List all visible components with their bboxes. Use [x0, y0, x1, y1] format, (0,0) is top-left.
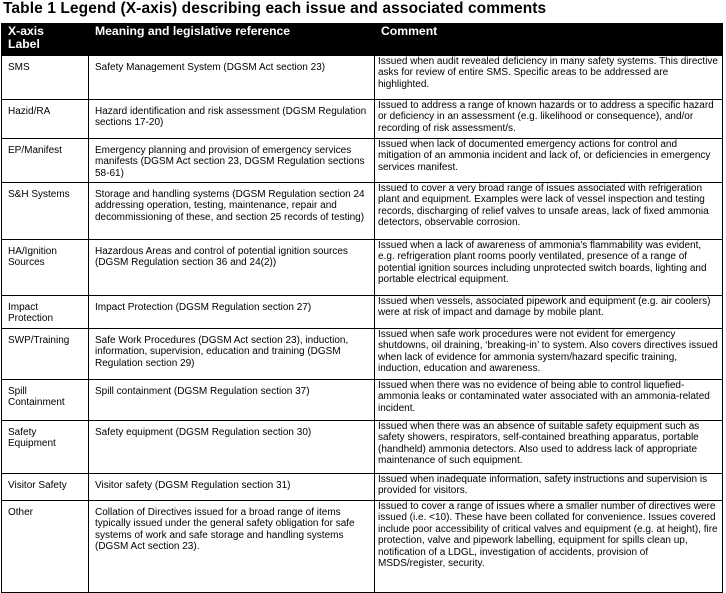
row-meaning: Safety equipment (DGSM Regulation section 30)	[89, 421, 375, 474]
header-comment: Comment	[375, 24, 723, 56]
row-label: Visitor Safety	[2, 474, 89, 501]
row-comment: Issued to address a range of known hazards or to address a specific hazard or deficiency in an assessment (e.g. likelihood or consequence), and/or recording of risk assessment/s.	[375, 100, 723, 139]
row-meaning: Visitor safety (DGSM Regulation section 31)	[89, 474, 375, 501]
table-header	[2, 24, 723, 56]
row-comment: Issued when a lack of awareness of ammonia's flammability was evident, e.g. refrigeration plant rooms poorly ventilated, presence of a range of potential ignition sources including unprotected switch boards, lighting and portable electrical equipment.	[375, 240, 723, 296]
row-label: HA/Ignition Sources	[2, 240, 89, 296]
row-comment: Issued when there was no evidence of being able to control liquefied-ammonia leaks or contaminated water associated with an ammonia-related incident.	[375, 380, 723, 421]
table-row	[2, 380, 723, 421]
table-row	[2, 501, 723, 593]
row-meaning: Emergency planning and provision of emergency services manifests (DGSM Act section 23, DGSM Regulation sections 58-61)	[89, 139, 375, 183]
row-meaning: Safe Work Procedures (DGSM Act section 23), induction, information, supervision, education and training (DGSM Regulation section 29)	[89, 329, 375, 380]
row-label: SWP/Training	[2, 329, 89, 380]
row-comment: Issued when lack of documented emergency actions for control and mitigation of an ammonia incident and lack of, or deficiencies in emergency services manifest.	[375, 139, 723, 183]
header-meaning: Meaning and legislative reference	[89, 24, 375, 56]
table-row	[2, 56, 723, 100]
row-label: SMS	[2, 56, 89, 100]
row-meaning: Spill containment (DGSM Regulation section 37)	[89, 380, 375, 421]
row-meaning: Hazardous Areas and control of potential ignition sources (DGSM Regulation section 36 and 24(2))	[89, 240, 375, 296]
row-comment: Issued when audit revealed deficiency in many safety systems. This directive asks for review of entire SMS. Specific areas to be addressed are highlighted.	[375, 56, 723, 100]
header-row	[2, 24, 723, 56]
table-row	[2, 329, 723, 380]
row-meaning: Collation of Directives issued for a broad range of items typically issued under the general safety obligation for safe systems of work and safe storage and handling systems (DGSM Act section 23).	[89, 501, 375, 593]
header-x-axis-label: X-axis Label	[2, 24, 89, 56]
table-row	[2, 100, 723, 139]
row-meaning: Hazard identification and risk assessment (DGSM Regulation sections 17-20)	[89, 100, 375, 139]
row-label: Other	[2, 501, 89, 593]
row-label: Spill Containment	[2, 380, 89, 421]
row-meaning: Safety Management System (DGSM Act section 23)	[89, 56, 375, 100]
row-comment: Issued when inadequate information, safety instructions and supervision is provided for visitors.	[375, 474, 723, 501]
row-comment: Issued to cover a range of issues where a smaller number of directives were issued (i.e. <10). These have been collated for convenience. Issues covered include poor accessibility of critical valves and equipment (e.g. at height), fire protection, valve and pipework labelling, equipment for spills clean up, notification of a LDGL, investigation of accidents, provision of MSDS/register, security.	[375, 501, 723, 593]
table-row	[2, 421, 723, 474]
row-label: Hazid/RA	[2, 100, 89, 139]
table-row	[2, 474, 723, 501]
row-label: S&H Systems	[2, 183, 89, 240]
row-comment: Issued when safe work procedures were not evident for emergency shutdowns, oil draining, ‘breaking-in’ to system. Also covers directives issued when lack of evidence for ammonia system/hazard specific training, induction, education and awareness.	[375, 329, 723, 380]
table-row	[2, 296, 723, 329]
row-label: EP/Manifest	[2, 139, 89, 183]
row-comment: Issued when vessels, associated pipework and equipment (e.g. air coolers) were at risk of impact and damage by mobile plant.	[375, 296, 723, 329]
table-row	[2, 139, 723, 183]
row-label: Safety Equipment	[2, 421, 89, 474]
table-row	[2, 240, 723, 296]
row-comment: Issued when there was an absence of suitable safety equipment such as safety showers, respirators, self-contained breathing apparatus, portable (handheld) ammonia detectors. Also used to address lack of appropriate maintenance of such equipment.	[375, 421, 723, 474]
table-caption: Table 1 Legend (X-axis) describing each issue and associated comments	[3, 0, 547, 17]
row-label: Impact Protection	[2, 296, 89, 329]
row-comment: Issued to cover a very broad range of issues associated with refrigeration plant and equipment. Examples were lack of vessel inspection and testing records, discharging of relief valves to unsafe areas, lack of fixed ammonia detectors, observable corrosion.	[375, 183, 723, 240]
table-body	[2, 56, 723, 593]
row-meaning: Impact Protection (DGSM Regulation section 27)	[89, 296, 375, 329]
row-meaning: Storage and handling systems (DGSM Regulation section 24 addressing operation, testing, maintenance, repair and decommissioning of these, and section 25 records of testing)	[89, 183, 375, 240]
table-row	[2, 183, 723, 240]
legend-table	[1, 23, 723, 593]
